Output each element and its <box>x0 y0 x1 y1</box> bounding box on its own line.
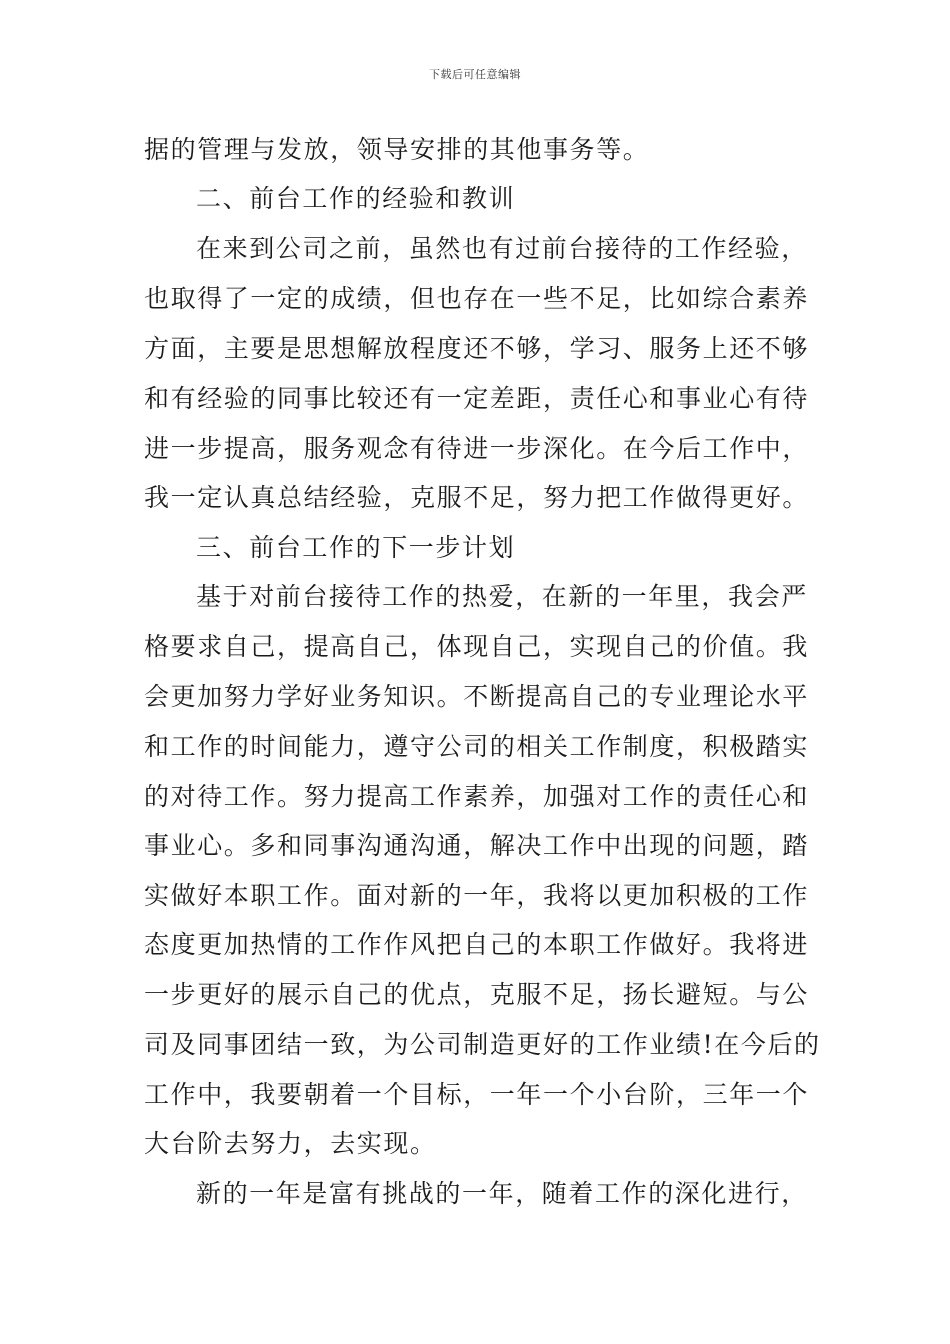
paragraph-line: 新的一年是富有挑战的一年，随着工作的深化进行， <box>196 1179 808 1208</box>
paragraph-line: 据的管理与发放，领导安排的其他事务等。 <box>144 135 650 164</box>
paragraph-line: 也取得了一定的成绩，但也存在一些不足，比如综合素养 <box>144 284 810 313</box>
paragraph-line: 格要求自己，提高自己，体现自己，实现自己的价值。我 <box>144 632 810 661</box>
paragraph-line: 的对待工作。努力提高工作素养，加强对工作的责任心和 <box>144 782 810 811</box>
section-heading-2: 二、前台工作的经验和教训 <box>196 184 516 213</box>
section-heading-3: 三、前台工作的下一步计划 <box>196 533 516 562</box>
paragraph-line: 基于对前台接待工作的热爱，在新的一年里，我会严 <box>196 582 808 611</box>
paragraph-line: 会更加努力学好业务知识。不断提高自己的专业理论水平 <box>144 682 810 711</box>
paragraph-line: 事业心。多和同事沟通沟通，解决工作中出现的问题，踏 <box>144 831 810 860</box>
paragraph-line: 在来到公司之前，虽然也有过前台接待的工作经验， <box>196 234 808 263</box>
paragraph-line: 实做好本职工作。面对新的一年，我将以更加积极的工作 <box>144 881 810 910</box>
paragraph-line: 态度更加热情的工作作风把自己的本职工作做好。我将进 <box>144 930 810 959</box>
paragraph-line: 大台阶去努力，去实现。 <box>144 1129 437 1158</box>
paragraph-line: 方面，主要是思想解放程度还不够，学习、服务上还不够 <box>144 334 810 363</box>
paragraph-line: 司及同事团结一致，为公司制造更好的工作业绩!在今后的 <box>144 1030 821 1059</box>
paragraph-line: 进一步提高，服务观念有待进一步深化。在今后工作中， <box>144 434 810 463</box>
paragraph-line: 和工作的时间能力，遵守公司的相关工作制度，积极踏实 <box>144 732 810 761</box>
paragraph-line: 工作中，我要朝着一个目标，一年一个小台阶，三年一个 <box>144 1080 810 1109</box>
paragraph-line: 一步更好的展示自己的优点，克服不足，扬长避短。与公 <box>144 980 810 1009</box>
page-header-note: 下载后可任意编辑 <box>429 68 521 81</box>
paragraph-line: 和有经验的同事比较还有一定差距，责任心和事业心有待 <box>144 384 810 413</box>
paragraph-line: 我一定认真总结经验，克服不足，努力把工作做得更好。 <box>144 483 810 512</box>
